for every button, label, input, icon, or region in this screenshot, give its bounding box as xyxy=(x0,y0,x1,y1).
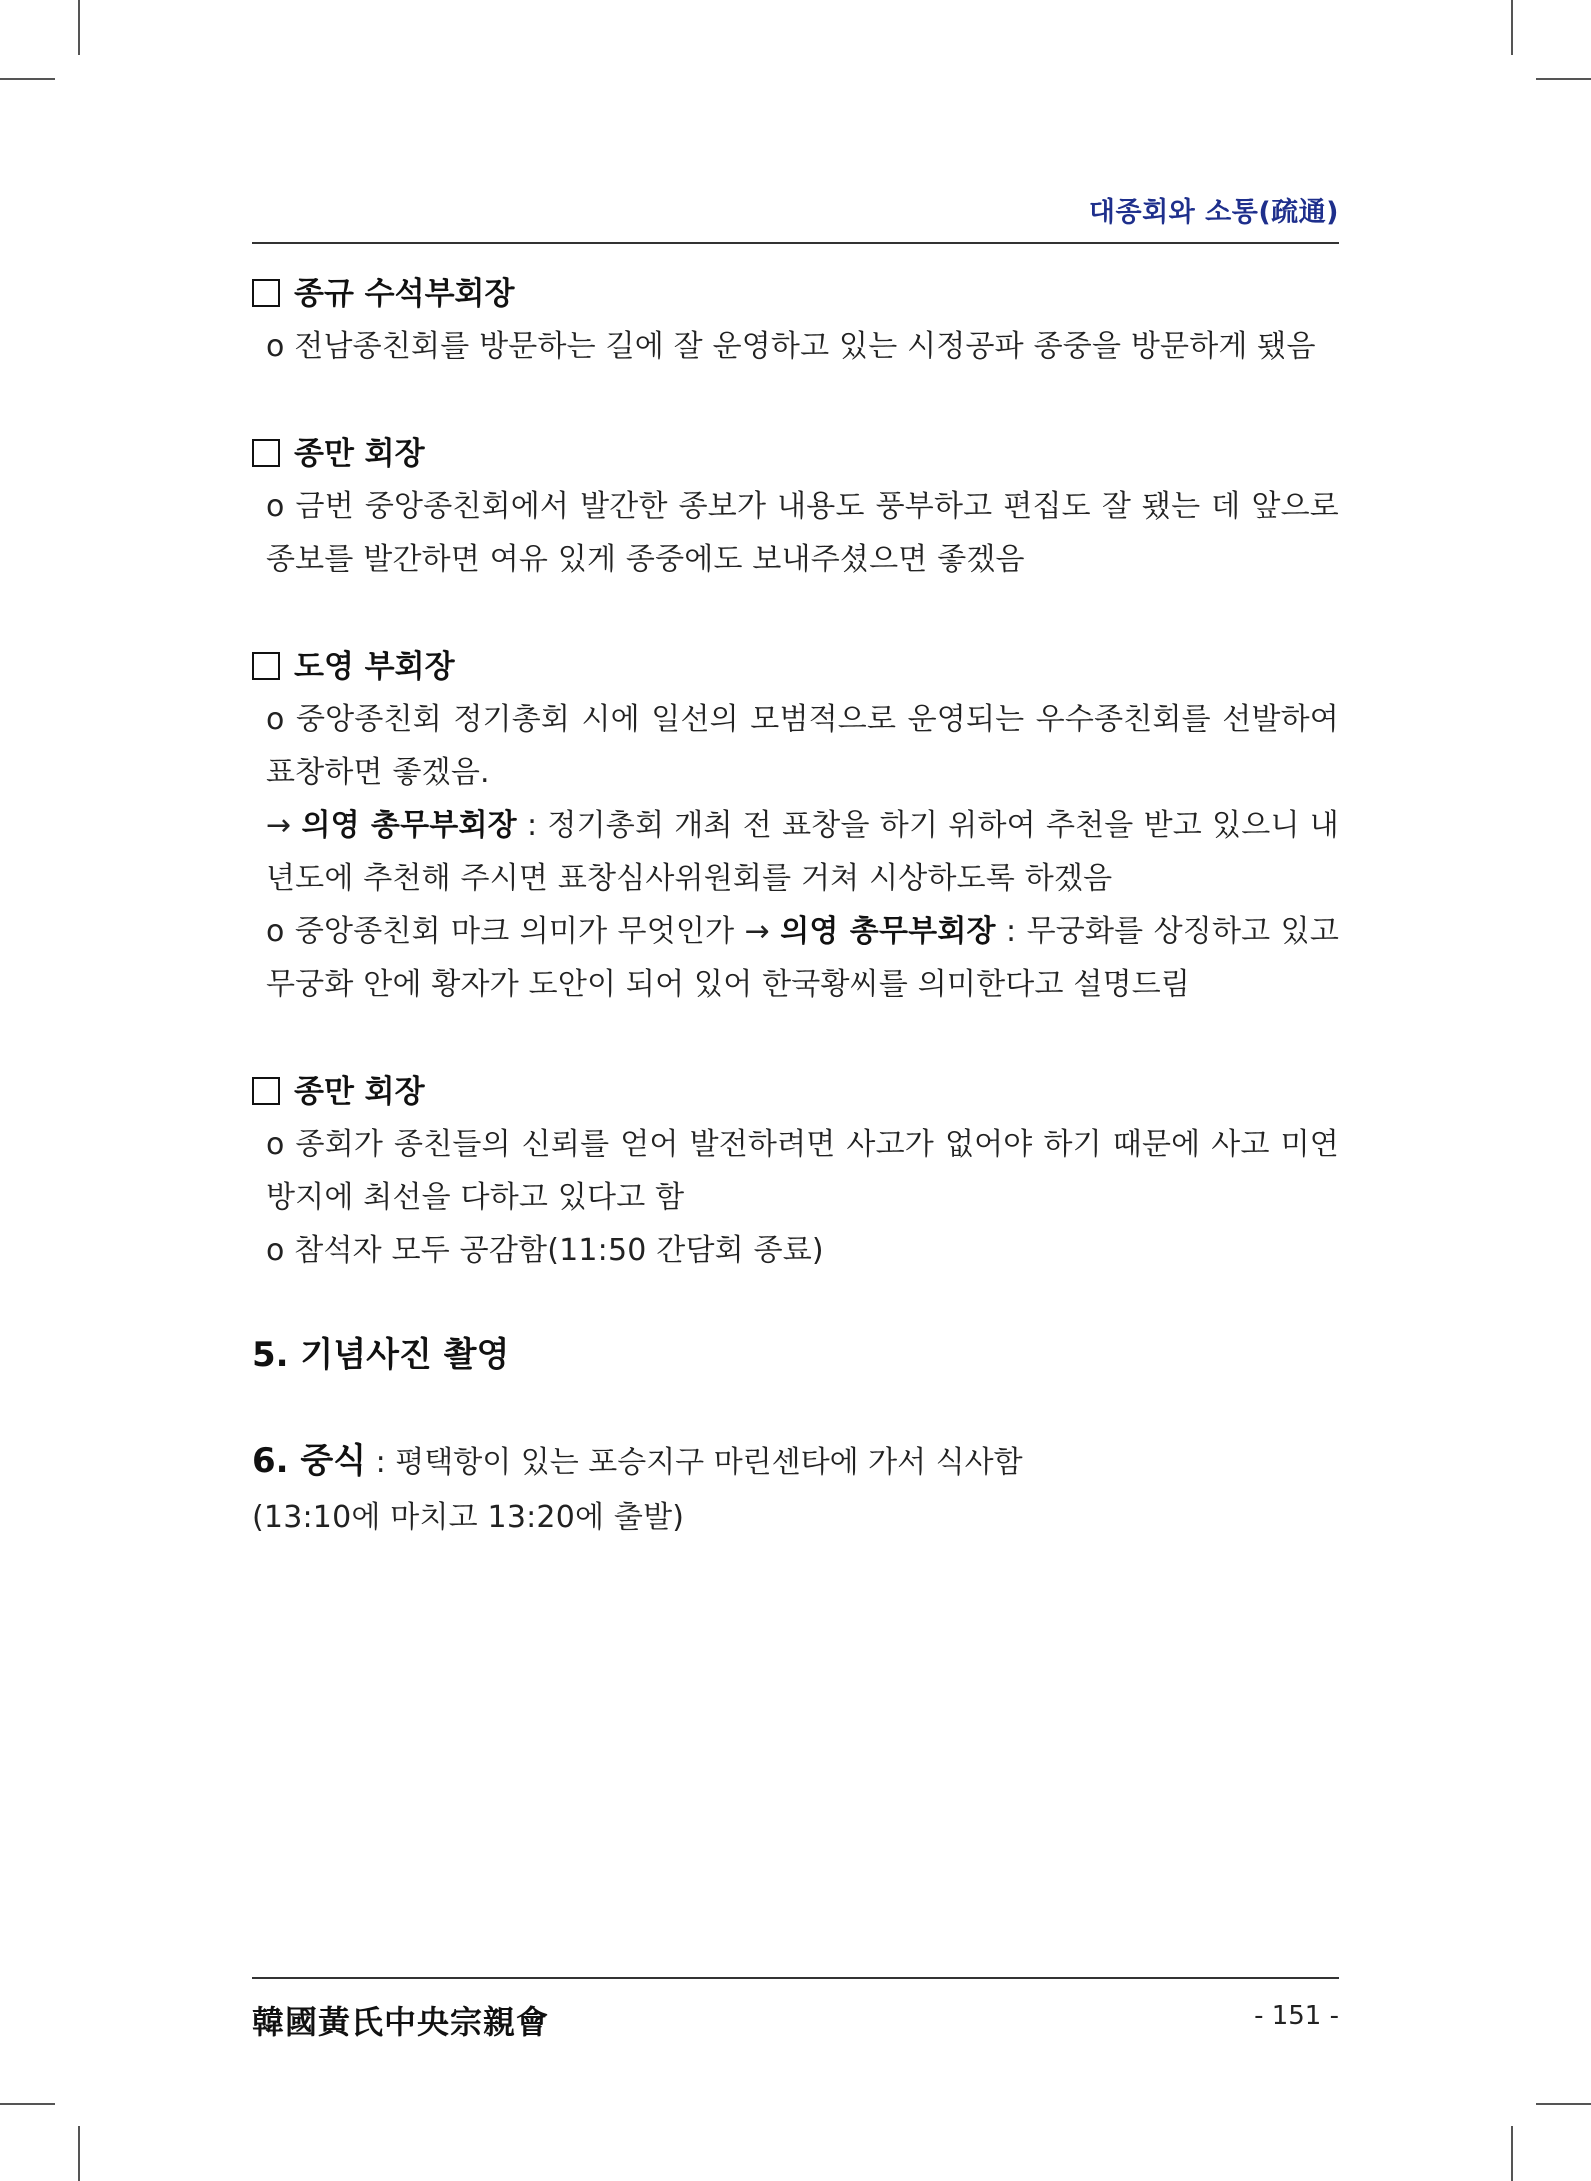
speaker-name: 의영 총무부회장 xyxy=(780,914,996,949)
document-body xyxy=(252,268,1339,1544)
checkbox-square-icon xyxy=(252,652,280,680)
speaker-name: 의영 총무부회장 xyxy=(301,808,517,843)
item-5-title: 5. 기념사진 촬영 xyxy=(252,1335,510,1375)
section-heading: 종규 수석부회장 xyxy=(252,268,1339,320)
crop-mark xyxy=(1511,0,1513,55)
paragraph: o 중앙종친회 마크 의미가 무엇인가 → 의영 총무부회장 : 무궁화를 상징하고 있고 무궁화 안에 황자가 도안이 되어 있어 한국황씨를 의미한다고 설명드림 xyxy=(266,914,1339,1002)
paragraph: → 의영 총무부회장 : 정기총회 개최 전 표창을 하기 위하여 추천을 받고 있으니 내년도에 추천해 주시면 표창심사위원회를 거쳐 시상하도록 하겠음 xyxy=(266,808,1339,896)
crop-mark xyxy=(1511,2126,1513,2181)
crop-mark xyxy=(1536,2103,1591,2105)
page-header xyxy=(252,190,1339,244)
crop-mark xyxy=(78,0,80,55)
paragraph: o 전남종친회를 방문하는 길에 잘 운영하고 있는 시정공파 종중을 방문하게 됐음 xyxy=(266,329,1316,364)
paragraph: o 중앙종친회 정기총회 시에 일선의 모범적으로 운영되는 우수종친회를 선발하여 표창하면 좋겠음. xyxy=(266,702,1339,790)
paragraph: o 참석자 모두 공감함(11:50 간담회 종료) xyxy=(266,1233,824,1268)
crop-mark xyxy=(0,78,55,80)
paragraph: o 종회가 종친들의 신뢰를 얻어 발전하려면 사고가 없어야 하기 때문에 사고 미연 방지에 최선을 다하고 있다고 함 xyxy=(266,1127,1339,1215)
crop-mark xyxy=(0,2103,55,2105)
section-jongman-2 xyxy=(252,1066,1339,1277)
organization-name: 韓國黃氏中央宗親會 xyxy=(252,2003,550,2041)
item-6-title: 6. 중식 : 평택항이 있는 포승지구 마린센타에 가서 식사함 xyxy=(252,1441,1023,1481)
header-title: 대종회와 소통(疏通) xyxy=(1088,197,1339,228)
page-footer xyxy=(252,1977,1339,2041)
section-jongman-1 xyxy=(252,428,1339,586)
section-jonggyu xyxy=(252,268,1339,373)
section-doyoung xyxy=(252,641,1339,1011)
checkbox-square-icon xyxy=(252,1077,280,1105)
checkbox-square-icon xyxy=(252,439,280,467)
item-6-note: (13:10에 마치고 13:20에 출발) xyxy=(252,1500,685,1535)
section-heading: 종만 회장 xyxy=(252,1066,1339,1118)
crop-mark xyxy=(78,2126,80,2181)
checkbox-square-icon xyxy=(252,279,280,307)
crop-mark xyxy=(1536,78,1591,80)
page-number: - 151 - xyxy=(1254,2001,1339,2031)
item-6-description: : 평택항이 있는 포승지구 마린센타에 가서 식사함 xyxy=(366,1445,1023,1480)
section-heading: 도영 부회장 xyxy=(252,641,1339,693)
paragraph: o 금번 중앙종친회에서 발간한 종보가 내용도 풍부하고 편집도 잘 됐는 데 앞으로 종보를 발간하면 여유 있게 종중에도 보내주셨으면 좋겠음 xyxy=(266,489,1339,577)
section-heading: 종만 회장 xyxy=(252,428,1339,480)
arrow-icon: → xyxy=(266,808,292,843)
